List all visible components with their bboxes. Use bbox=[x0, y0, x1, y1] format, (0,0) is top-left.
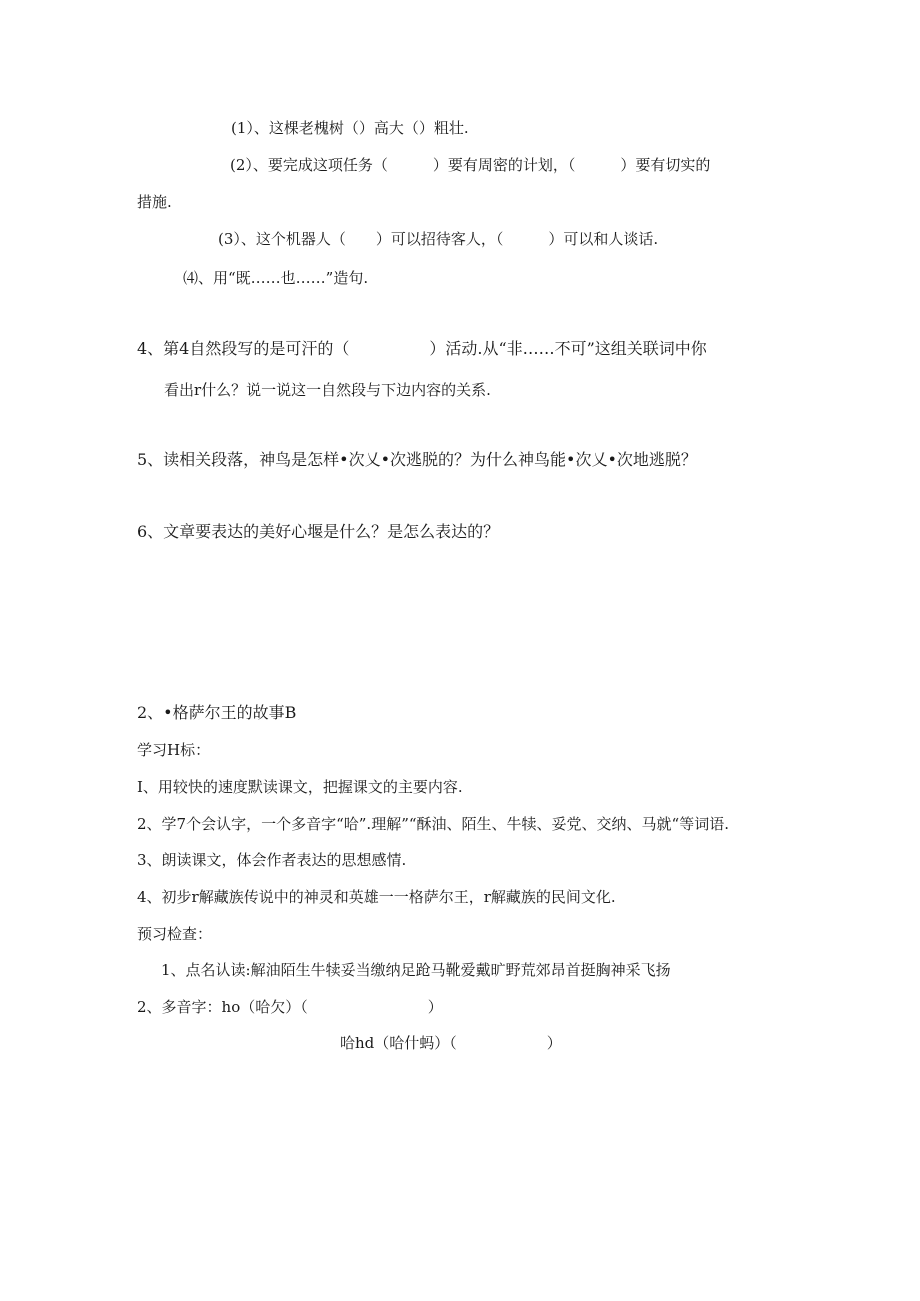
exercise-item-2-continuation: 措施. bbox=[137, 193, 172, 211]
exercise-item-4: ⑷、用“既……也……”造句. bbox=[183, 269, 369, 287]
exercise-item-1: (1）、这棵老槐树（）高大（）粗壮. bbox=[231, 119, 469, 137]
question-4: 4、第4自然段写的是可汗的（ ）活动.从“非……不可”这组关联词中你 bbox=[137, 339, 707, 358]
learning-goals-heading: 学习H标： bbox=[137, 741, 211, 759]
exercise-item-2: (2）、要完成这项任务（ ）要有周密的计划，（ ）要有切实的 bbox=[230, 156, 711, 174]
question-4-continuation: 看出r什么？说一说这一自然段与下边内容的关系. bbox=[164, 381, 491, 399]
lesson-title: 2、•格萨尔王的故事B bbox=[137, 703, 297, 722]
goal-2: 2、学7个会认字，一个多音字“哈”.理解”“酥油、陌生、牛犊、妥党、交纳、马就“等词语. bbox=[137, 815, 729, 833]
exercise-item-3: (3）、这个机器人（ ）可以招待客人，（ ）可以和人谈话. bbox=[218, 230, 659, 248]
preview-item-2-second-reading: 哈hd（哈什蚂）（ ） bbox=[340, 1034, 562, 1052]
goal-4: 4、初步r解藏族传说中的神灵和英雄一一格萨尔王，r解藏族的民间文化. bbox=[137, 888, 616, 906]
preview-item-1: 1、点名认读:解油陌生牛犊妥当缴纳足跄马靴爱戴旷野荒郊昂首挺胸神采飞扬 bbox=[161, 961, 671, 979]
question-6: 6、文章要表达的美好心堰是什么？是怎么表达的？ bbox=[137, 522, 500, 541]
goal-1: I、用较快的速度默读课文，把握课文的主要内容. bbox=[137, 778, 463, 796]
goal-3: 3、朗读课文，体会作者表达的思想感情. bbox=[137, 851, 407, 869]
preview-check-heading: 预习检查： bbox=[137, 925, 213, 943]
question-5: 5、读相关段落，神鸟是怎样•次乂•次逃脱的？为什么神鸟能•次乂•次地逃脱？ bbox=[137, 450, 697, 469]
preview-item-2: 2、多音字：ho（哈欠）（ ） bbox=[137, 998, 443, 1016]
